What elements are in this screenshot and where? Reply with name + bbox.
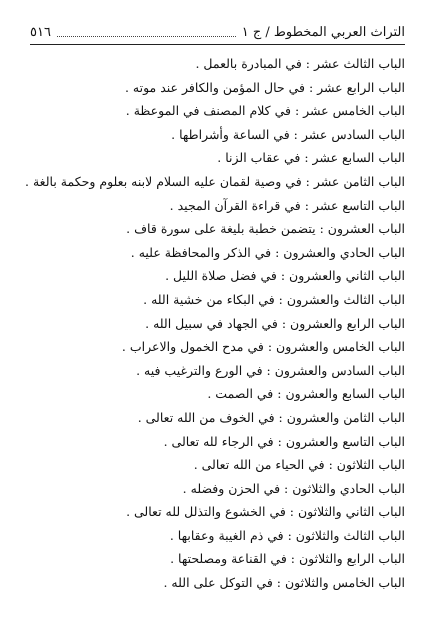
list-item: الباب الحادي والثلاثون : في الحزن وفضله . xyxy=(182,480,405,496)
page-number: ٥١٦ xyxy=(30,25,51,40)
list-item: الباب الثامن عشر : في وصية لقمان عليه السلام لابنه بعلوم وحكمة بالغة . xyxy=(25,173,405,189)
list-item: الباب السابع والعشرون : في الصمت . xyxy=(207,386,405,402)
list-item: الباب التاسع عشر : في قراءة القرآن المجيد . xyxy=(169,197,405,213)
list-item: الباب الثالث والعشرون : في البكاء من خشية الله . xyxy=(143,291,405,307)
list-item: الباب الخامس عشر : في كلام المصنف في الموعظة . xyxy=(125,103,405,119)
list-item: الباب السادس عشر : في الساعة وأشراطها . xyxy=(171,126,405,142)
list-item: الباب الحادي والعشرون : في الذكر والمحافظة عليه . xyxy=(130,244,405,260)
list-item: الباب التاسع والعشرون : في الرجاء لله تعالى . xyxy=(163,433,405,449)
list-item: الباب الرابع والعشرون : في الجهاد في سبيل الله . xyxy=(145,315,405,331)
list-item: الباب الخامس والعشرون : في مدح الخمول والاعراب . xyxy=(121,339,405,355)
running-title: التراث العربي المخطوط / ج ١ xyxy=(241,25,405,40)
list-item: الباب الرابع عشر : في حال المؤمن والكافر عند موته . xyxy=(124,79,405,95)
page-header xyxy=(30,20,405,45)
list-item: الباب الثالث والثلاثون : في ذم الغيبة وعقابها . xyxy=(169,527,405,543)
list-item: الباب السادس والعشرون : في الورع والترغيب فيه . xyxy=(136,362,405,378)
dot-leader xyxy=(57,36,236,37)
list-item: الباب الثامن والعشرون : في الخوف من الله تعالى . xyxy=(137,409,405,425)
list-item: الباب الثاني والعشرون : في فضل صلاة الليل . xyxy=(165,268,405,284)
list-item: الباب الرابع والثلاثون : في القناعة ومصلحتها . xyxy=(170,551,405,567)
list-item: الباب العشرون : يتضمن خطبة بليغة على سورة قاف . xyxy=(126,221,405,237)
list-item: الباب الثالث عشر : في المبادرة بالعمل . xyxy=(195,56,405,71)
list-item: الباب الثلاثون : في الحياء من الله تعالى . xyxy=(193,457,405,473)
list-item: الباب الخامس والثلاثون : في التوكل على الله . xyxy=(163,575,405,591)
list-item: الباب الثاني والثلاثون : في الخشوع والتذلل لله تعالى . xyxy=(126,504,405,520)
list-item: الباب السابع عشر : في عقاب الزنا . xyxy=(217,150,405,166)
chapter-list xyxy=(25,52,405,595)
